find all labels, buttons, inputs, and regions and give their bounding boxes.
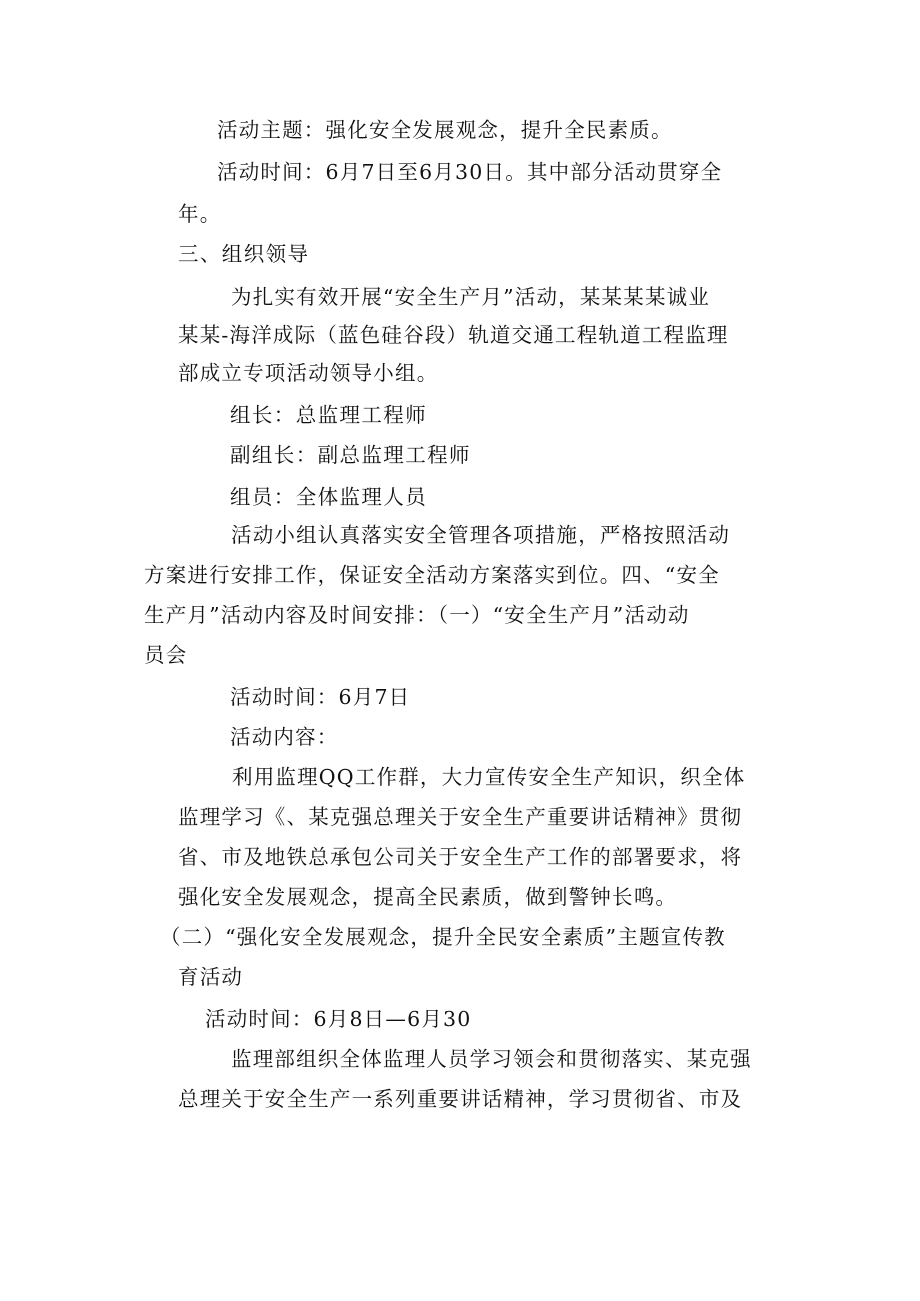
time-line-continued: 年。 bbox=[178, 202, 222, 226]
activity-time-line: 活动时间：6月8日—6月30 bbox=[205, 1007, 472, 1031]
subsection-heading-continued: 育活动 bbox=[178, 965, 244, 989]
paragraph-line: 方案进行安排工作，保证安全活动方案落实到位。四、“安全 bbox=[144, 563, 720, 587]
group-leader-line: 组长：总监理工程师 bbox=[230, 403, 428, 427]
section-heading-organization: 三、组织领导 bbox=[178, 242, 310, 266]
paragraph-line: 省、市及地铁总承包公司关于安全生产工作的部署要求，将 bbox=[178, 845, 743, 869]
paragraph-line: 某某-海洋成际（蓝色硅谷段）轨道交通工程轨道工程监理 bbox=[178, 323, 729, 347]
activity-content-label: 活动内容： bbox=[230, 725, 339, 749]
paragraph-line: 总理关于安全生产一系列重要讲话精神，学习贯彻省、市及 bbox=[178, 1087, 743, 1111]
paragraph-line: 强化安全发展观念，提高全民素质，做到警钟长鸣。 bbox=[178, 885, 678, 909]
paragraph-line: 为扎实有效开展“安全生产月”活动，某某某某诚业 bbox=[231, 285, 711, 309]
paragraph-line: 部成立专项活动领导小组。 bbox=[178, 361, 439, 385]
theme-line: 活动主题：强化安全发展观念，提升全民素质。 bbox=[217, 118, 673, 142]
members-line: 组员：全体监理人员 bbox=[230, 485, 428, 509]
deputy-leader-line: 副组长：副总监理工程师 bbox=[230, 443, 471, 467]
paragraph-line: 生产月”活动内容及时间安排：（一）“安全生产月”活动动 bbox=[144, 603, 690, 627]
activity-time-line: 活动时间：6月7日 bbox=[230, 685, 411, 709]
paragraph-line: 监理学习《、某克强总理关于安全生产重要讲话精神》贯彻 bbox=[178, 805, 743, 829]
time-line: 活动时间：6月7日至6月30日。其中部分活动贯穿全 bbox=[217, 160, 723, 184]
paragraph-line: 员会 bbox=[144, 643, 188, 667]
subsection-heading: （二）“强化安全发展观念，提升全民安全素质”主题宣传教 bbox=[160, 925, 726, 949]
paragraph-line: 利用监理QQ工作群，大力宣传安全生产知识，织全体 bbox=[232, 765, 746, 789]
paragraph-line: 活动小组认真落实安全管理各项措施，严格按照活动 bbox=[231, 523, 731, 547]
paragraph-line: 监理部组织全体监理人员学习领会和贯彻落实、某克强 bbox=[231, 1047, 752, 1071]
